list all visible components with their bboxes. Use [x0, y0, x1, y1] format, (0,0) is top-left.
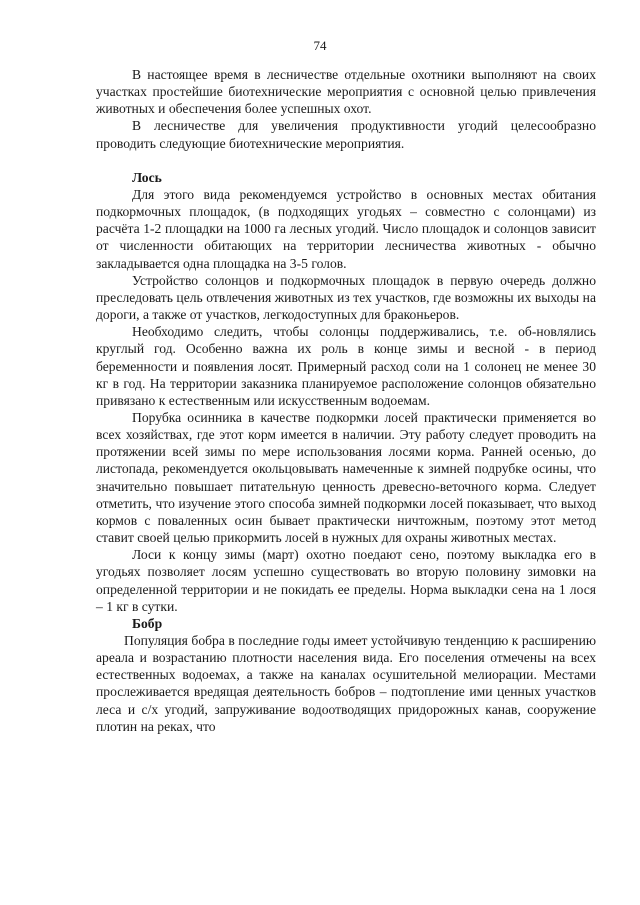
los-paragraph: Для этого вида рекомендуемся устройство в основных местах обитания подкормочных площадок, (в подходящих угодьях – совместно с солонцами) из расчёта 1-2 площадки на 1000 га лесных угодий. Число площадок и солонцов зависит от численности обитающих на территории лесничества животных - обычно закладывается одна площадка на 3-5 голов.: [96, 186, 596, 271]
section-heading-los: Лось: [132, 169, 162, 185]
los-paragraph: Необходимо следить, чтобы солонцы поддерживались, т.е. об-новлялись круглый год. Особенно важна их роль в конце зимы и весной - в период беременности и появления лосят. Примерный расход соли на 1 солонец не менее 30 кг в год. На территории заказника планируемое расположение солонцов обязательно привязано к естественным или искусственным водоемам.: [96, 324, 596, 408]
page-content: [96, 66, 596, 735]
los-paragraph: Лоси к концу зимы (март) охотно поедают сено, поэтому выкладка его в угодьях позволяет лосям успешно существовать во вторую половину зимовки на определенной территории и не покидать ее пределы. Норма выкладки сена на 1 лося – 1 кг в сутки.: [96, 547, 596, 614]
bobr-paragraph: Популяция бобра в последние годы имеет устойчивую тенденцию к расширению ареала и возрастанию плотности населения вида. Его поселения отмечены на всех естественных водоемах, а также на каналах осушительной мелиорации. Местами прослеживается вредящая деятельность бобров – подтопление ими ценных участков леса и с/х угодий, запруживание водоотводящих придорожных канав, сооружение плотин на реках, что: [96, 633, 596, 734]
los-paragraph: Устройство солонцов и подкормочных площадок в первую очередь должно преследовать цель отвлечения животных из тех участков, где возможны их выходы на дороги, а также от участков, легкодоступных для браконьеров.: [96, 272, 596, 323]
section-heading-bobr: Бобр: [132, 615, 163, 631]
intro-paragraph: В настоящее время в лесничестве отдельные охотники выполняют на своих участках простейшие биотехнические мероприятия с основной целью привлечения животных и обеспечения более успешных охот.: [96, 67, 596, 117]
los-paragraph: Порубка осинника в качестве подкормки лосей практически применяется во всех хозяйствах, где этот корм имеется в наличии. Эту работу следует проводить на протяжении всей зимы по мере использования лосями корма. Ранней осенью, до листопада, рекомендуется окольцовывать намеченные к зимней подрубке осины, что значительно повышает питательную ценность древесно-веточного корма. Следует отметить, что изучение этого способа зимней подкормки лосей показывает, что выход кормов с поваленных осин бывает практически ничтожным, поэтому этот метод ставит своей целью прикормить лосей в нужных для охраны животных местах.: [96, 409, 596, 546]
page-number: 74: [313, 38, 327, 53]
intro-paragraph: В лесничестве для увеличения продуктивности угодий целесообразно проводить следующие биотехнические мероприятия.: [96, 118, 596, 151]
